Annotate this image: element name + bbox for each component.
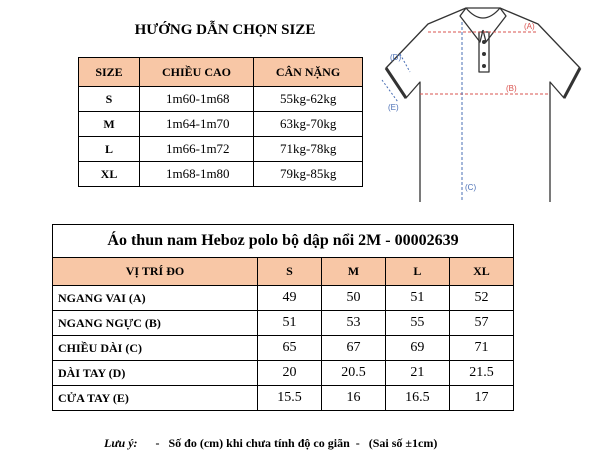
- note-label: Lưu ý:: [104, 436, 138, 450]
- value-s: 20: [258, 361, 322, 386]
- measurement-title: Áo thun nam Heboz polo bộ dập nổi 2M - 00002639: [53, 225, 514, 258]
- measurement-title-row: [53, 225, 514, 258]
- size-row: [79, 162, 363, 187]
- label-d: (D): [390, 53, 402, 62]
- weight-cell: 63kg-70kg: [254, 112, 363, 137]
- note: [104, 436, 437, 451]
- weight-cell: 55kg-62kg: [254, 87, 363, 112]
- value-m: 16: [321, 386, 385, 411]
- header-weight: CÂN NẶNG: [254, 58, 363, 87]
- measure-line-d: [400, 54, 410, 72]
- size-row: [79, 112, 363, 137]
- row-label: DÀI TAY (D): [53, 361, 258, 386]
- measurement-row: [53, 311, 514, 336]
- value-s: 65: [258, 336, 322, 361]
- size-guide-title: HƯỚNG DẪN CHỌN SIZE: [134, 22, 316, 38]
- value-xl: 21.5: [449, 361, 513, 386]
- value-l: 51: [385, 286, 449, 311]
- value-m: 53: [321, 311, 385, 336]
- size-guide-header-row: [79, 58, 363, 87]
- row-label: NGANG VAI (A): [53, 286, 258, 311]
- value-m: 20.5: [321, 361, 385, 386]
- value-s: 15.5: [258, 386, 322, 411]
- height-cell: 1m64-1m70: [140, 112, 254, 137]
- header-xl: XL: [449, 258, 513, 286]
- measurement-row: [53, 361, 514, 386]
- weight-cell: 79kg-85kg: [254, 162, 363, 187]
- button-icon: [482, 40, 486, 44]
- label-c: (C): [465, 183, 477, 192]
- height-cell: 1m68-1m80: [140, 162, 254, 187]
- header-height: CHIỀU CAO: [140, 58, 254, 87]
- measurement-header-row: [53, 258, 514, 286]
- value-m: 67: [321, 336, 385, 361]
- value-l: 69: [385, 336, 449, 361]
- button-icon: [482, 64, 486, 68]
- label-e: (E): [388, 103, 399, 112]
- size-cell: XL: [79, 162, 140, 187]
- header-m: M: [321, 258, 385, 286]
- row-label: NGANG NGỰC (B): [53, 311, 258, 336]
- height-cell: 1m60-1m68: [140, 87, 254, 112]
- header-s: S: [258, 258, 322, 286]
- label-b: (B): [506, 84, 517, 93]
- value-l: 16.5: [385, 386, 449, 411]
- value-xl: 17: [449, 386, 513, 411]
- value-l: 55: [385, 311, 449, 336]
- shirt-outline-icon: [386, 8, 580, 202]
- value-s: 51: [258, 311, 322, 336]
- value-xl: 52: [449, 286, 513, 311]
- size-row: [79, 87, 363, 112]
- size-cell: L: [79, 137, 140, 162]
- value-l: 21: [385, 361, 449, 386]
- size-guide-table: [78, 57, 363, 187]
- collar-icon: [466, 8, 500, 18]
- measurement-table: [52, 224, 514, 411]
- measurement-row: [53, 386, 514, 411]
- row-label: CỬA TAY (E): [53, 386, 258, 411]
- measurement-row: [53, 336, 514, 361]
- row-label: CHIỀU DÀI (C): [53, 336, 258, 361]
- value-s: 49: [258, 286, 322, 311]
- value-xl: 57: [449, 311, 513, 336]
- button-icon: [482, 52, 486, 56]
- note-text: - Số đo (cm) khi chưa tính độ co giãn - (Sai số ±1cm): [155, 436, 438, 450]
- size-cell: M: [79, 112, 140, 137]
- value-m: 50: [321, 286, 385, 311]
- header-size: SIZE: [79, 58, 140, 87]
- measurement-row: [53, 286, 514, 311]
- polo-shirt-diagram: [380, 2, 585, 202]
- height-cell: 1m66-1m72: [140, 137, 254, 162]
- size-cell: S: [79, 87, 140, 112]
- weight-cell: 71kg-78kg: [254, 137, 363, 162]
- header-l: L: [385, 258, 449, 286]
- label-a: (A): [524, 22, 535, 31]
- size-row: [79, 137, 363, 162]
- value-xl: 71: [449, 336, 513, 361]
- header-position: VỊ TRÍ ĐO: [53, 258, 258, 286]
